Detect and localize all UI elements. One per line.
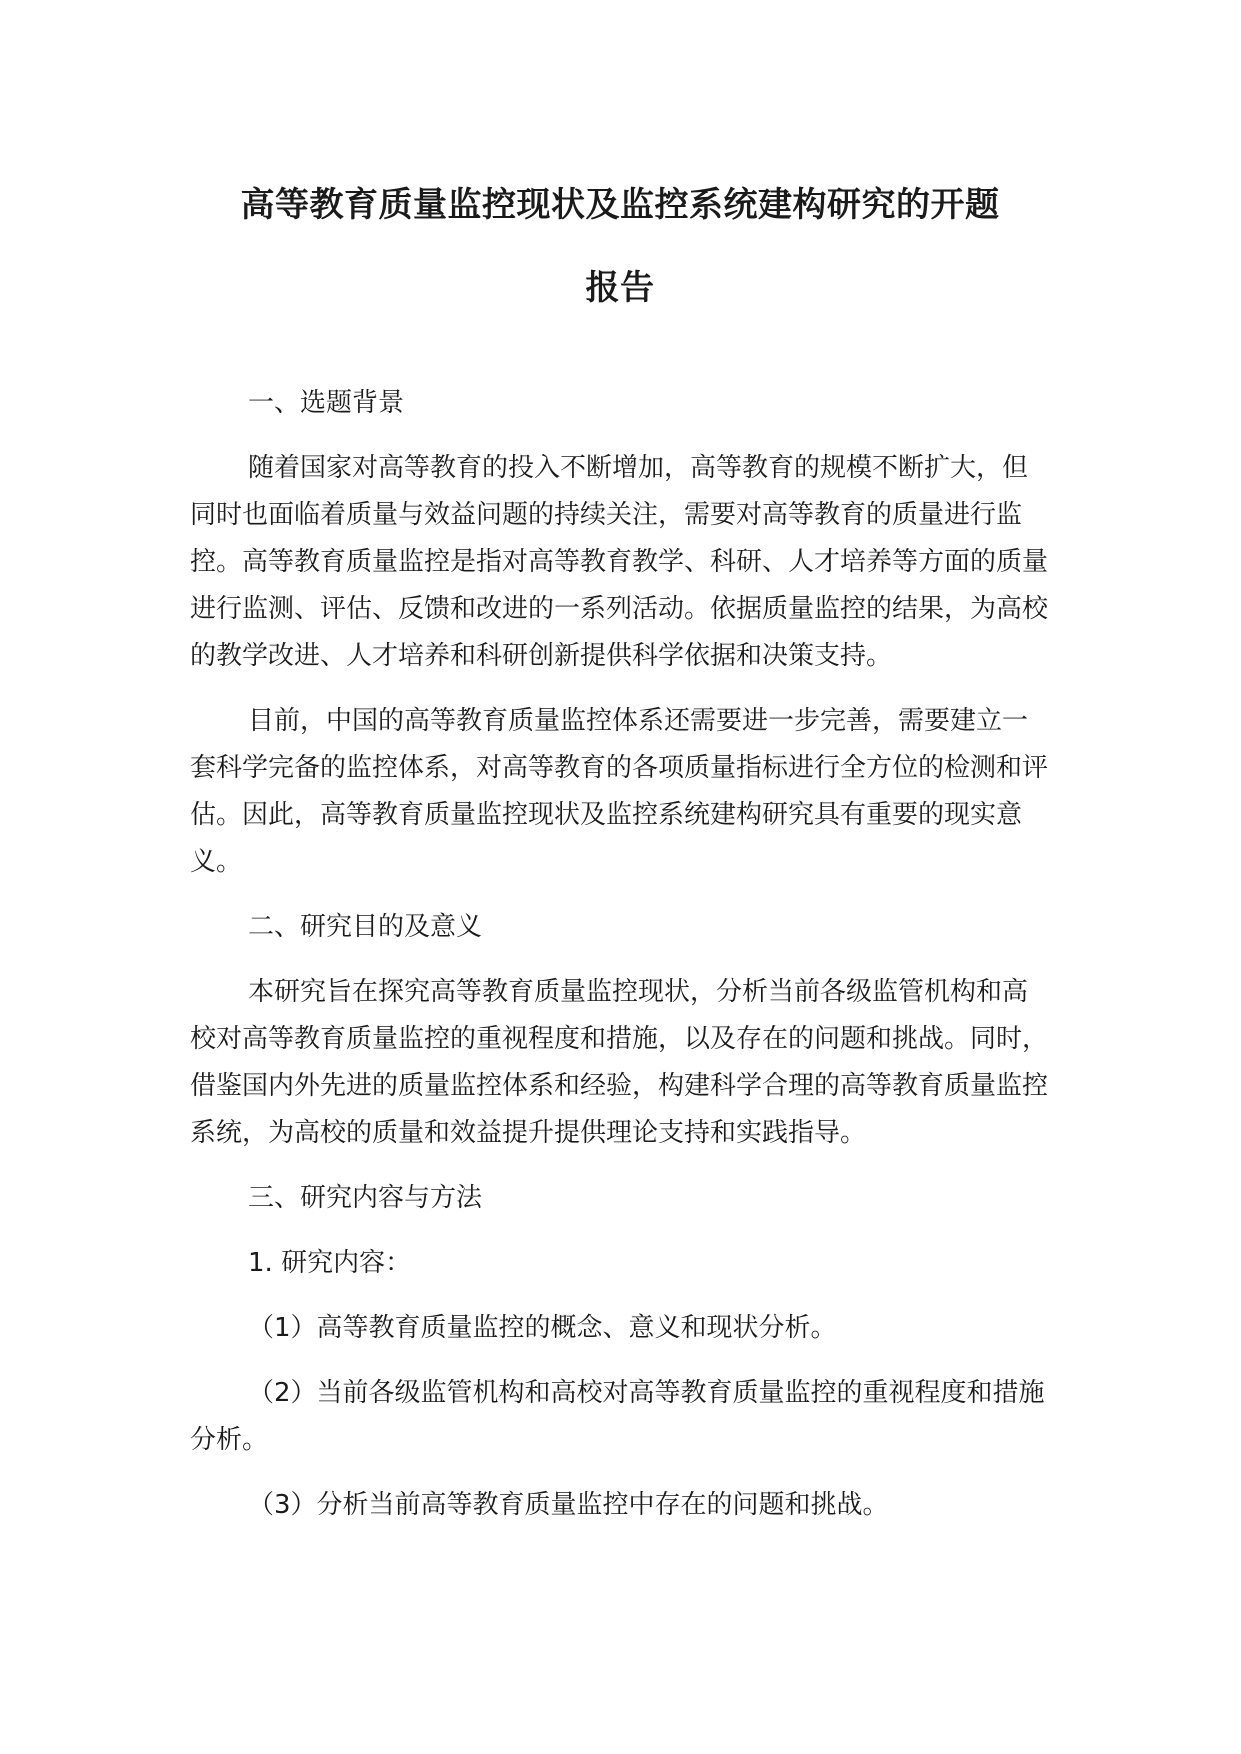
paragraph-background-1: 随着国家对高等教育的投入不断增加，高等教育的规模不断扩大，但同时也面临着质量与效益问题的持续关注，需要对高等教育的质量进行监控。高等教育质量监控是指对高等教育教学、科研、人才培养等方面的质量进行监测、评估、反馈和改进的一系列活动。依据质量监控的结果，为高校的教学改进、人才培养和科研创新提供科学依据和决策支持。: [190, 453, 1049, 671]
paragraph-background-2: 目前，中国的高等教育质量监控体系还需要进一步完善，需要建立一套科学完备的监控体系，对高等教育的各项质量指标进行全方位的检测和评估。因此，高等教育质量监控现状及监控系统建构研究具有重要的现实意义。: [190, 706, 1049, 877]
list-item-2: （2）当前各级监管机构和高校对高等教育质量监控的重视程度和措施分析。: [190, 1378, 1045, 1455]
subheading-research-content: 1. 研究内容：: [248, 1248, 412, 1278]
document-body: [190, 380, 1050, 1529]
list-item-1: （1）高等教育质量监控的概念、意义和现状分析。: [248, 1313, 837, 1343]
section-heading-background: 一、选题背景: [248, 388, 405, 418]
section-heading-content-method: 三、研究内容与方法: [248, 1183, 483, 1213]
section-heading-purpose: 二、研究目的及意义: [248, 912, 483, 942]
document-title-line1: 高等教育质量监控现状及监控系统建构研究的开题: [240, 185, 1000, 225]
paragraph-purpose: 本研究旨在探究高等教育质量监控现状，分析当前各级监管机构和高校对高等教育质量监控的重视程度和措施，以及存在的问题和挑战。同时，借鉴国内外先进的质量监控体系和经验，构建科学合理的高等教育质量监控系统，为高校的质量和效益提升提供理论支持和实践指导。: [190, 977, 1049, 1148]
list-item-3: （3）分析当前高等教育质量监控中存在的问题和挑战。: [248, 1490, 889, 1520]
document-title-line2: 报告: [585, 268, 655, 308]
